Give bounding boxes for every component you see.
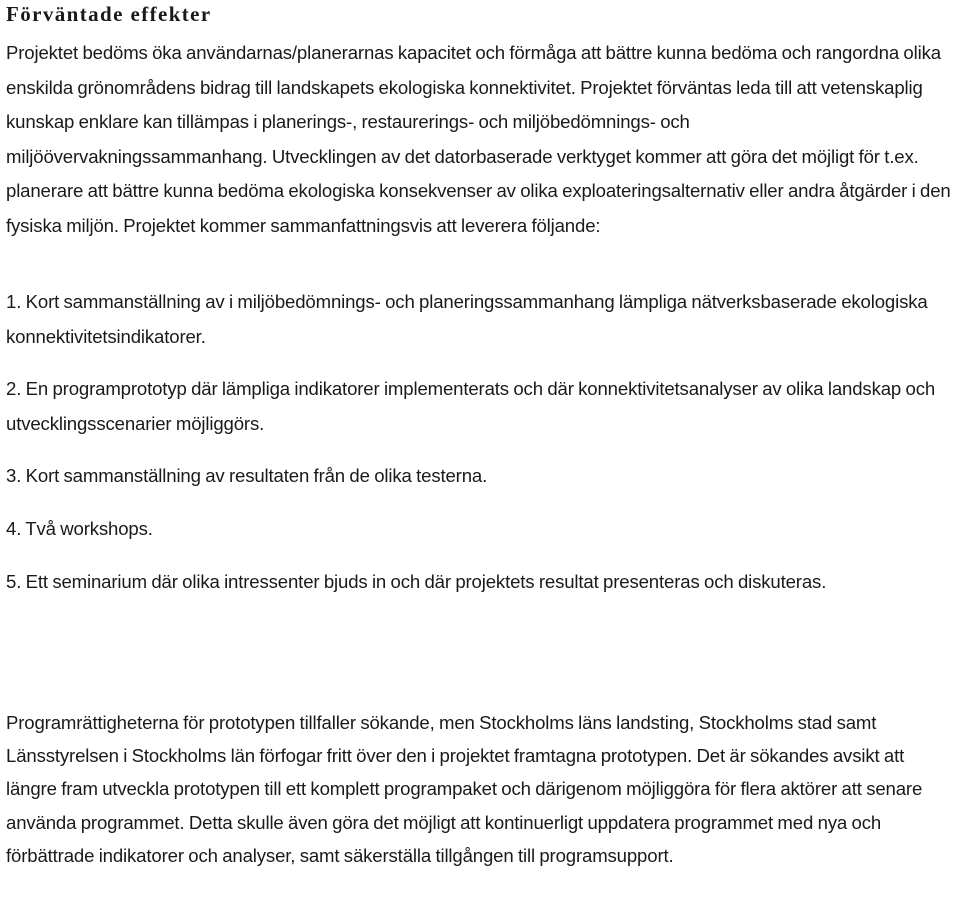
deliverable-item: 1. Kort sammanställning av i miljöbedömnings- och planeringssammanhang lämpliga nätverksbaserade ekologiska konnektivitetsindikatorer.	[6, 291, 928, 347]
deliverable-item: 2. En programprototyp där lämpliga indikatorer implementerats och där konnektivitetsanalyser av olika landskap och utvecklingsscenarier möjliggörs.	[6, 378, 936, 434]
section-heading: Förväntade effekter	[6, 2, 212, 26]
intro-paragraph: Projektet bedöms öka användarnas/planerarnas kapacitet och förmåga att bättre kunna bedöma och rangordna olika enskilda grönområdens bidrag till landskapets ekologiska konnektivitet. Projektet förväntas leda till att vetenskaplig kunskap enklare kan tillämpas i planerings-, restaurerings- och miljöbedömnings- och miljöövervakningssammanhang. Utvecklingen av det datorbaserade verktyget kommer att göra det möjligt för t.ex. planerare att bättre kunna bedöma ekologiska konsekvenser av olika exploateringsalternativ eller andra åtgärder i den fysiska miljön. Projektet kommer sammanfattningsvis att leverera följande:	[6, 42, 951, 236]
deliverable-item: 5. Ett seminarium där olika intressenter bjuds in och där projektets resultat presenteras och diskuteras.	[6, 571, 827, 592]
rights-paragraph: Programrättigheterna för prototypen tillfaller sökande, men Stockholms läns landsting, Stockholms stad samt Länsstyrelsen i Stockholms län förfogar fritt över den i projektet framtagna prototypen. Det är sökandes avsikt att längre fram utveckla prototypen till ett komplett programpaket och därigenom möjliggöra för flera aktörer att senare använda programmet. Detta skulle även göra det möjligt att kontinuerligt uppdatera programmet med nya och förbättrade indikatorer och analyser, samt säkerställa tillgången till programsupport.	[6, 712, 923, 866]
deliverable-item: 4. Två workshops.	[6, 518, 153, 539]
deliverable-item: 3. Kort sammanställning av resultaten från de olika testerna.	[6, 465, 488, 486]
document-page	[6, 0, 952, 866]
